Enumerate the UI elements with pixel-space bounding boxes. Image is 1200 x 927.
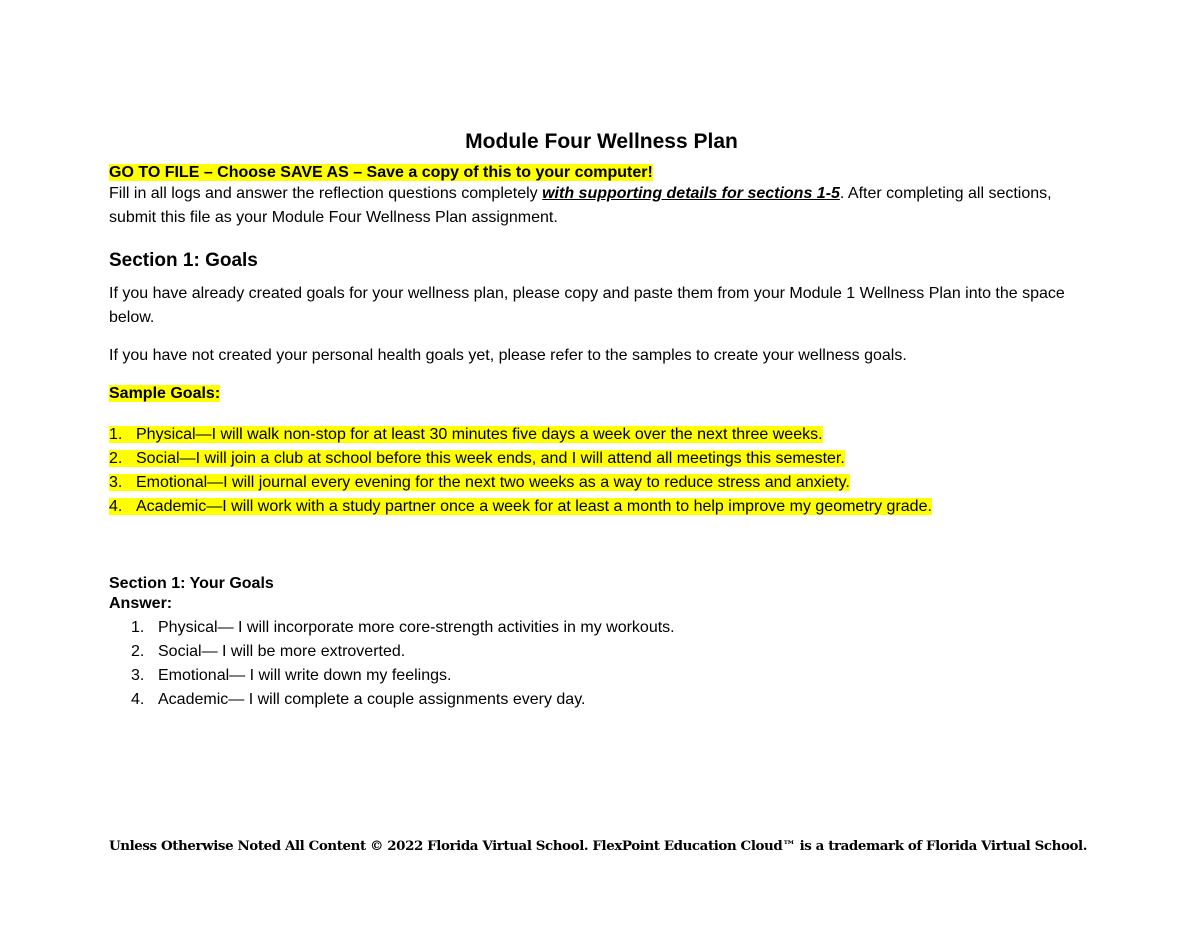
intro-text-end: . After completing all sections, submit this file as your Module Four Wellness Plan assignment. xyxy=(109,185,1052,226)
sample-goal-text: Physical—I will walk non-stop for at least 30 minutes five days a week over the next three weeks. xyxy=(136,426,823,443)
section1-paragraph-1: If you have already created goals for your wellness plan, please copy and paste them from your Module 1 Wellness Plan into the space below. xyxy=(109,285,1065,326)
section1-heading: Section 1: Goals xyxy=(109,250,258,271)
intro-paragraph xyxy=(109,182,1094,230)
list-number: 1. xyxy=(109,426,123,443)
section1-paragraph-2: If you have not created your personal health goals yet, please refer to the samples to create your wellness goals. xyxy=(109,347,907,364)
list-item[interactable] xyxy=(131,616,1094,640)
list-item xyxy=(109,471,1094,495)
list-item xyxy=(109,495,1094,519)
list-number: 3. xyxy=(131,667,145,684)
document-body xyxy=(109,128,1094,712)
sample-goals-label xyxy=(109,384,1094,403)
answer-text[interactable]: Social— I will be more extroverted. xyxy=(158,643,406,660)
intro-text-start: Fill in all logs and answer the reflection questions completely xyxy=(109,185,543,202)
your-goals-heading: Section 1: Your Goals xyxy=(109,575,274,592)
sample-goal-highlight xyxy=(109,474,850,491)
sample-goal-highlight xyxy=(109,498,932,515)
list-item xyxy=(109,447,1094,471)
list-number: 4. xyxy=(131,691,145,708)
list-number: 2. xyxy=(131,643,145,660)
intro-emphasis: with supporting details for sections 1-5 xyxy=(542,185,840,202)
sample-goal-highlight xyxy=(109,450,845,467)
list-item[interactable] xyxy=(131,664,1094,688)
answer-goals-list[interactable] xyxy=(109,616,1094,712)
sample-goals-list xyxy=(109,423,1094,519)
sample-goal-text: Emotional—I will journal every evening for the next two weeks as a way to reduce stress and anxiety. xyxy=(136,474,850,491)
list-number: 4. xyxy=(109,498,123,515)
sample-goal-text: Academic—I will work with a study partner once a week for at least a month to help improve my geometry grade. xyxy=(136,498,932,515)
list-item xyxy=(109,423,1094,447)
sample-goal-highlight xyxy=(109,426,823,443)
answer-text[interactable]: Emotional— I will write down my feelings. xyxy=(158,667,452,684)
your-goals-block xyxy=(109,574,1094,614)
answer-label: Answer: xyxy=(109,595,173,612)
instruction-line xyxy=(109,163,1094,182)
sample-goal-text: Social—I will join a club at school before this week ends, and I will attend all meetings this semester. xyxy=(136,450,845,467)
sample-goals-label-text: Sample Goals: xyxy=(109,385,221,402)
list-number: 2. xyxy=(109,450,123,467)
copyright-footer: Unless Otherwise Noted All Content © 2022 Florida Virtual School. FlexPoint Education Cloud™ is a trademark of Florida Virtual School. xyxy=(109,838,1087,854)
answer-text[interactable]: Academic— I will complete a couple assignments every day. xyxy=(158,691,586,708)
list-number: 3. xyxy=(109,474,123,491)
answer-text[interactable]: Physical— I will incorporate more core-strength activities in my workouts. xyxy=(158,619,675,636)
list-item[interactable] xyxy=(131,688,1094,712)
save-instruction-highlight: GO TO FILE – Choose SAVE AS – Save a copy of this to your computer! xyxy=(109,164,653,181)
list-item[interactable] xyxy=(131,640,1094,664)
page-title: Module Four Wellness Plan xyxy=(465,130,738,153)
list-number: 1. xyxy=(131,619,145,636)
